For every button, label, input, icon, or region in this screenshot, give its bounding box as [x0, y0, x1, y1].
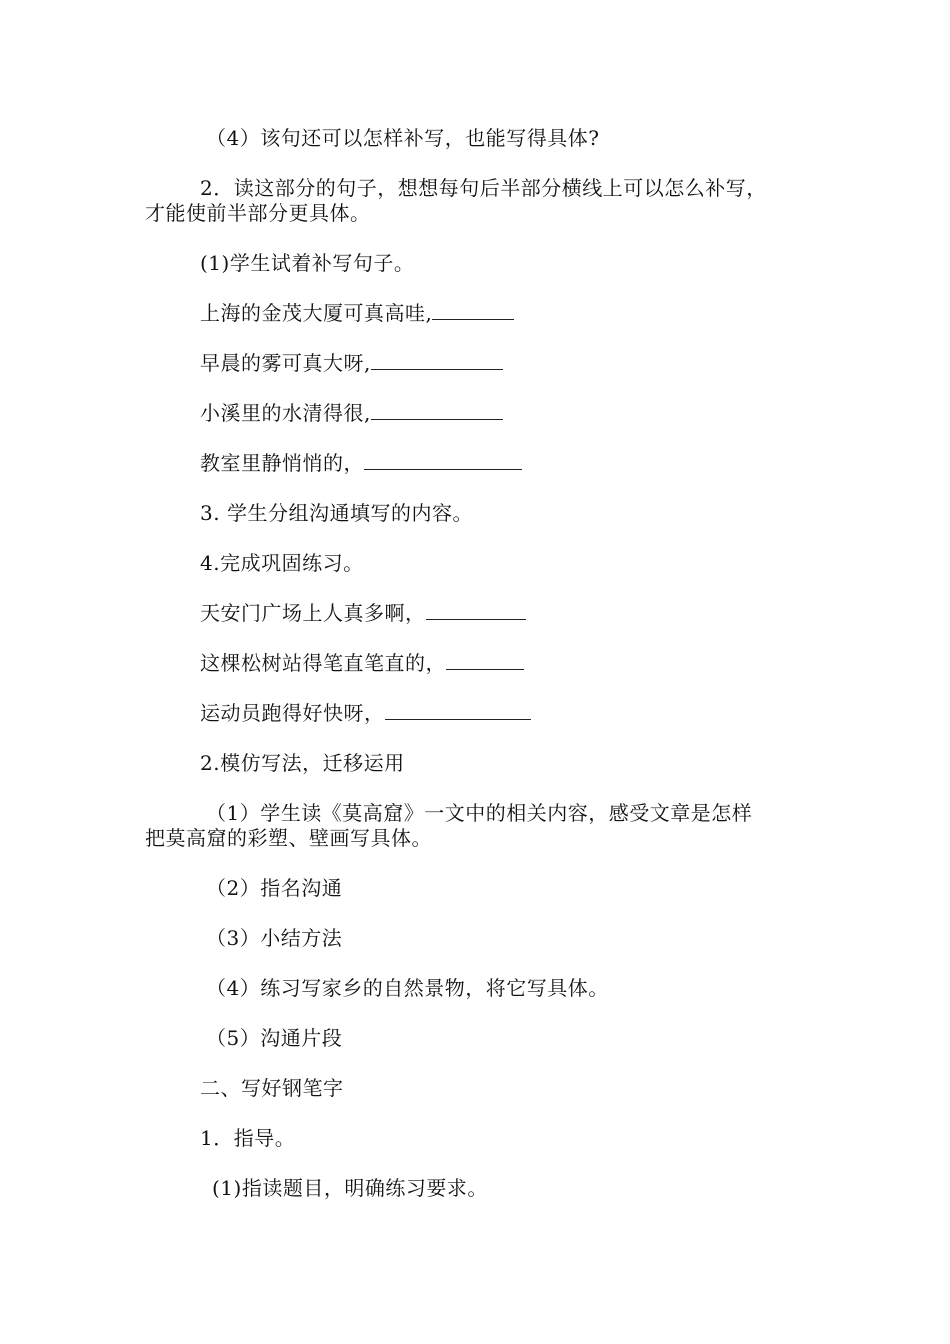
text-line: （2）指名沟通: [206, 876, 343, 900]
paragraph-line: 把莫高窟的彩塑、壁画写具体。: [145, 826, 432, 850]
fill-blank-sentence: [200, 451, 522, 475]
text-line: （4）练习写家乡的自然景物，将它写具体。: [206, 976, 609, 1000]
sentence-text: 天安门广场上人真多啊，: [200, 601, 426, 625]
section-heading: 2.模仿写法，迁移运用: [200, 751, 405, 775]
fill-blank-sentence: [200, 351, 503, 375]
answer-blank: [371, 401, 503, 420]
section-heading: 二、写好钢笔字: [200, 1076, 344, 1100]
paragraph-line: 2．读这部分的句子，想想每句后半部分横线上可以怎么补写，: [200, 176, 767, 200]
answer-blank: [432, 301, 514, 320]
text-line: （3）小结方法: [206, 926, 343, 950]
sentence-text: 早晨的雾可真大呀,: [200, 351, 371, 375]
answer-blank: [385, 701, 531, 720]
paragraph-line: 才能使前半部分更具体。: [145, 201, 371, 225]
sentence-text: 教室里静悄悄的，: [200, 451, 364, 475]
sentence-text: 上海的金茂大厦可真高哇,: [200, 301, 433, 325]
answer-blank: [371, 351, 503, 370]
sentence-text: 运动员跑得好快呀，: [200, 701, 385, 725]
fill-blank-sentence: [200, 601, 526, 625]
fill-blank-sentence: [200, 301, 514, 325]
fill-blank-sentence: [200, 401, 503, 425]
text-line: (1)学生试着补写句子。: [200, 251, 415, 275]
answer-blank: [364, 451, 522, 470]
text-line: 3. 学生分组沟通填写的内容。: [200, 501, 473, 525]
text-line: （5）沟通片段: [206, 1026, 343, 1050]
text-line: 1．指导。: [200, 1126, 296, 1150]
answer-blank: [446, 651, 524, 670]
text-line: 4.完成巩固练习。: [200, 551, 364, 575]
fill-blank-sentence: [200, 701, 531, 725]
fill-blank-sentence: [200, 651, 524, 675]
answer-blank: [426, 601, 526, 620]
text-line: （4）该句还可以怎样补写，也能写得具体?: [206, 126, 600, 150]
paragraph-line: （1）学生读《莫高窟》一文中的相关内容，感受文章是怎样: [206, 801, 753, 825]
text-line: (1)指读题目，明确练习要求。: [212, 1176, 488, 1200]
sentence-text: 这棵松树站得笔直笔直的，: [200, 651, 446, 675]
sentence-text: 小溪里的水清得很,: [200, 401, 371, 425]
